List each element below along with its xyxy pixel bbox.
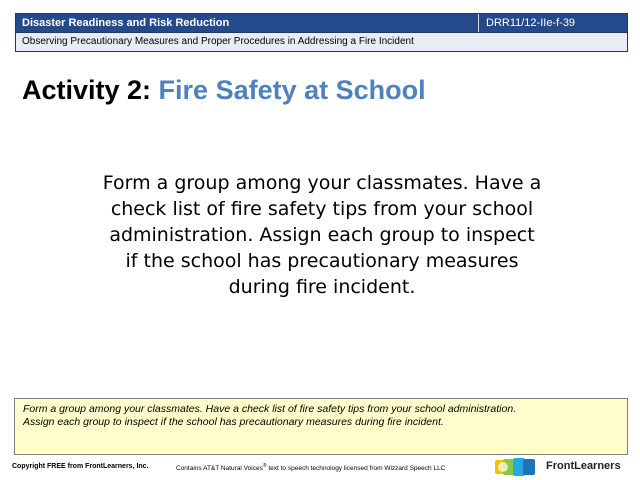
voices-credit xyxy=(176,463,445,472)
voices-suffix: text to speech technology licensed from Wizzard Speech LLC xyxy=(266,465,446,473)
activity-prefix: Activity 2: xyxy=(22,75,159,105)
speaker-notes xyxy=(14,398,628,455)
logo-text: FrontLearners xyxy=(546,460,621,472)
activity-name: Fire Safety at School xyxy=(158,75,426,105)
frontlearners-logo xyxy=(493,456,633,478)
lesson-subtitle: Observing Precautionary Measures and Proper Procedures in Addressing a Fire Incident xyxy=(16,33,627,51)
header-top-row xyxy=(16,14,627,33)
registered-mark: ® xyxy=(262,463,267,469)
instruction-line: Form a group among your classmates. Have a xyxy=(102,172,542,194)
instruction-line: administration. Assign each group to inspect xyxy=(109,224,535,246)
instruction-line: check list of fire safety tips from your school xyxy=(110,198,534,220)
activity-title xyxy=(22,72,426,108)
activity-instructions xyxy=(90,170,554,300)
notes-line: Assign each group to inspect if the school has precautionary measures during fire incident. xyxy=(23,416,444,428)
instruction-line: if the school has precautionary measures xyxy=(125,250,519,272)
notes-line: Form a group among your classmates. Have a check list of fire safety tips from your school administration. xyxy=(23,403,517,415)
header-table xyxy=(15,13,628,52)
copyright-text: Copyright FREE from FrontLearners, Inc. xyxy=(12,463,149,470)
frontlearners-logo-icon xyxy=(493,456,541,478)
voices-prefix: Contains AT&T Natural Voices xyxy=(176,465,263,473)
course-title: Disaster Readiness and Risk Reduction xyxy=(16,14,479,32)
lesson-code: DRR11/12-IIe-f-39 xyxy=(486,17,576,29)
instruction-line: during fire incident. xyxy=(228,276,416,298)
